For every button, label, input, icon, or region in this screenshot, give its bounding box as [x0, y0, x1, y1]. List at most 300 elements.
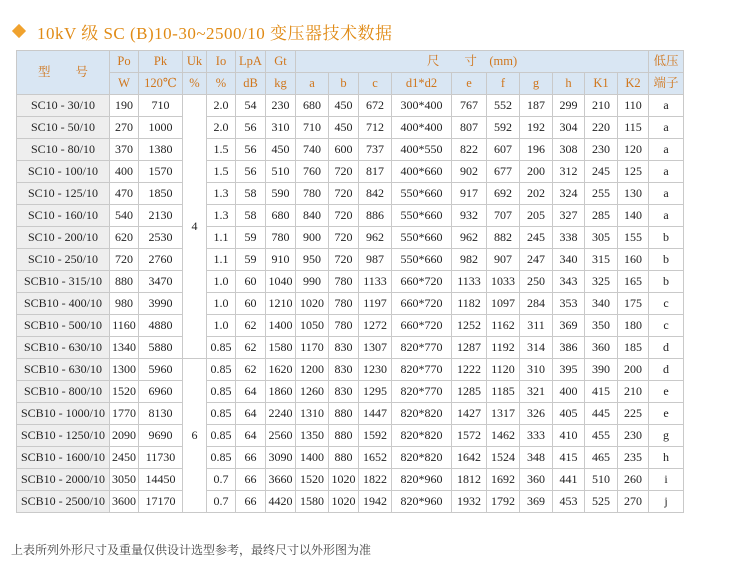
table-cell: 187 — [520, 95, 553, 117]
table-row — [17, 293, 684, 315]
table-cell: 315 — [585, 249, 618, 271]
table-cell: 450 — [329, 117, 359, 139]
table-cell: 445 — [585, 403, 618, 425]
table-cell: 1020 — [296, 293, 329, 315]
cell-model: SC10 - 200/10 — [17, 227, 110, 249]
table-row — [17, 337, 684, 359]
dim-g: g — [520, 73, 553, 95]
table-cell: 1287 — [452, 337, 487, 359]
table-cell: 780 — [329, 293, 359, 315]
dim-e: e — [452, 73, 487, 95]
table-cell: 314 — [520, 337, 553, 359]
table-cell: 255 — [585, 183, 618, 205]
table-cell: 1033 — [487, 271, 520, 293]
table-cell: 886 — [359, 205, 392, 227]
table-cell: 1692 — [487, 469, 520, 491]
table-cell: 245 — [520, 227, 553, 249]
table-cell: 1.1 — [207, 249, 236, 271]
table-cell: 880 — [110, 271, 139, 293]
table-cell: 540 — [110, 205, 139, 227]
table-cell: 1050 — [296, 315, 329, 337]
table-cell: 0.7 — [207, 469, 236, 491]
unit-io: % — [207, 73, 236, 95]
table-cell: 340 — [585, 293, 618, 315]
table-cell: 677 — [487, 161, 520, 183]
table-cell: 1.3 — [207, 183, 236, 205]
table-cell: 882 — [487, 227, 520, 249]
cell-model: SC10 - 80/10 — [17, 139, 110, 161]
table-cell: 1120 — [487, 359, 520, 381]
table-cell: 552 — [487, 95, 520, 117]
table-cell: 196 — [520, 139, 553, 161]
table-cell: 660*720 — [392, 271, 452, 293]
dim-a: a — [296, 73, 329, 95]
table-cell: 225 — [618, 403, 649, 425]
table-cell: 455 — [585, 425, 618, 447]
table-cell: 220 — [585, 117, 618, 139]
table-cell: 250 — [520, 271, 553, 293]
table-cell: 1932 — [452, 491, 487, 513]
table-cell: 842 — [359, 183, 392, 205]
table-cell: 190 — [110, 95, 139, 117]
table-cell: 1.0 — [207, 315, 236, 337]
table-cell: 155 — [618, 227, 649, 249]
table-cell: 311 — [520, 315, 553, 337]
table-cell: 1462 — [487, 425, 520, 447]
table-cell: 3470 — [139, 271, 183, 293]
table-cell: 125 — [618, 161, 649, 183]
table-cell: 910 — [266, 249, 296, 271]
table-cell: 260 — [618, 469, 649, 491]
table-cell: 343 — [553, 271, 585, 293]
table-cell: 58 — [236, 183, 266, 205]
table-cell: 310 — [266, 117, 296, 139]
table-cell: 1097 — [487, 293, 520, 315]
table-cell: 235 — [618, 447, 649, 469]
table-cell: 592 — [487, 117, 520, 139]
table-cell: 4880 — [139, 315, 183, 337]
table-row — [17, 161, 684, 183]
table-cell: 1860 — [266, 381, 296, 403]
table-cell: 369 — [553, 315, 585, 337]
table-cell: 62 — [236, 337, 266, 359]
table-cell: 205 — [520, 205, 553, 227]
header-dimensions: 尺 寸 (mm) — [296, 51, 649, 73]
table-cell: a — [649, 95, 684, 117]
table-cell: 1185 — [487, 381, 520, 403]
table-cell: 710 — [296, 117, 329, 139]
table-cell: 760 — [296, 161, 329, 183]
header-pk: Pk — [139, 51, 183, 73]
table-cell: 1230 — [359, 359, 392, 381]
table-cell: 130 — [618, 183, 649, 205]
table-cell: 140 — [618, 205, 649, 227]
table-cell: 820*820 — [392, 447, 452, 469]
table-cell: 712 — [359, 117, 392, 139]
table-cell: 14450 — [139, 469, 183, 491]
table-body — [17, 95, 684, 513]
table-cell: 680 — [266, 205, 296, 227]
table-cell: 64 — [236, 403, 266, 425]
table-cell: 470 — [110, 183, 139, 205]
table-cell: 2450 — [110, 447, 139, 469]
table-cell: 1133 — [359, 271, 392, 293]
table-cell: a — [649, 205, 684, 227]
table-cell: 1.1 — [207, 227, 236, 249]
header-po: Po — [110, 51, 139, 73]
table-cell: b — [649, 227, 684, 249]
table-cell: 326 — [520, 403, 553, 425]
table-cell: 1652 — [359, 447, 392, 469]
table-cell: b — [649, 249, 684, 271]
cell-uk: 6 — [183, 359, 207, 513]
table-cell: 312 — [553, 161, 585, 183]
table-cell: 550*660 — [392, 205, 452, 227]
table-cell: 780 — [329, 315, 359, 337]
table-cell: 720 — [329, 205, 359, 227]
header-model: 型 号 — [17, 51, 110, 95]
table-cell: 737 — [359, 139, 392, 161]
spec-table — [16, 50, 684, 513]
table-cell: 990 — [296, 271, 329, 293]
table-cell: 62 — [236, 315, 266, 337]
table-cell: 1850 — [139, 183, 183, 205]
table-cell: 962 — [452, 227, 487, 249]
dim-k2: K2 — [618, 73, 649, 95]
unit-pk: 120℃ — [139, 73, 183, 95]
cell-model: SCB10 - 800/10 — [17, 381, 110, 403]
header-uk: Uk — [183, 51, 207, 73]
table-row — [17, 183, 684, 205]
table-cell: 962 — [359, 227, 392, 249]
table-cell: 270 — [110, 117, 139, 139]
table-cell: 0.85 — [207, 403, 236, 425]
table-cell: 390 — [585, 359, 618, 381]
table-cell: 3090 — [266, 447, 296, 469]
table-cell: 1285 — [452, 381, 487, 403]
table-cell: 660*720 — [392, 315, 452, 337]
table-row — [17, 447, 684, 469]
dim-b: b — [329, 73, 359, 95]
table-cell: 54 — [236, 95, 266, 117]
table-cell: 340 — [553, 249, 585, 271]
table-row — [17, 315, 684, 337]
table-cell: 1020 — [329, 491, 359, 513]
table-cell: 1310 — [296, 403, 329, 425]
header-row-top — [17, 51, 684, 73]
table-cell: 210 — [585, 95, 618, 117]
table-cell: 1.5 — [207, 161, 236, 183]
table-cell: 720 — [329, 161, 359, 183]
table-cell: 550*660 — [392, 227, 452, 249]
header-gt: Gt — [266, 51, 296, 73]
table-cell: 1340 — [110, 337, 139, 359]
cell-model: SCB10 - 2000/10 — [17, 469, 110, 491]
table-cell: 1520 — [296, 469, 329, 491]
table-cell: h — [649, 447, 684, 469]
table-cell: 395 — [553, 359, 585, 381]
table-cell: 902 — [452, 161, 487, 183]
title-row — [10, 19, 393, 43]
table-cell: 360 — [585, 337, 618, 359]
table-cell: 1580 — [266, 337, 296, 359]
cell-model: SC10 - 160/10 — [17, 205, 110, 227]
unit-po: W — [110, 73, 139, 95]
table-cell: 415 — [585, 381, 618, 403]
table-cell: 780 — [266, 227, 296, 249]
dim-f: f — [487, 73, 520, 95]
table-cell: 707 — [487, 205, 520, 227]
cell-model: SC10 - 250/10 — [17, 249, 110, 271]
table-cell: 932 — [452, 205, 487, 227]
table-cell: 1447 — [359, 403, 392, 425]
table-cell: 720 — [329, 183, 359, 205]
table-cell: j — [649, 491, 684, 513]
table-cell: 59 — [236, 249, 266, 271]
table-cell: 660*720 — [392, 293, 452, 315]
table-cell: 1300 — [110, 359, 139, 381]
table-cell: 6960 — [139, 381, 183, 403]
table-cell: 880 — [329, 447, 359, 469]
table-cell: 1.0 — [207, 293, 236, 315]
table-cell: 510 — [266, 161, 296, 183]
table-cell: 3600 — [110, 491, 139, 513]
table-cell: 767 — [452, 95, 487, 117]
table-cell: 830 — [329, 381, 359, 403]
page-title: 10kV 级 SC (B)10-30~2500/10 变压器技术数据 — [37, 23, 393, 43]
table-cell: 60 — [236, 271, 266, 293]
cell-model: SC10 - 30/10 — [17, 95, 110, 117]
table-cell: 550*660 — [392, 183, 452, 205]
table-cell: 820*820 — [392, 403, 452, 425]
table-row — [17, 491, 684, 513]
table-cell: 880 — [329, 403, 359, 425]
table-cell: a — [649, 139, 684, 161]
table-cell: 720 — [110, 249, 139, 271]
table-cell: 820*770 — [392, 381, 452, 403]
table-cell: 160 — [618, 249, 649, 271]
table-cell: 1160 — [110, 315, 139, 337]
table-cell: 410 — [553, 425, 585, 447]
table-cell: 2530 — [139, 227, 183, 249]
table-cell: 310 — [520, 359, 553, 381]
cell-model: SCB10 - 630/10 — [17, 359, 110, 381]
table-cell: b — [649, 271, 684, 293]
table-cell: 4420 — [266, 491, 296, 513]
table-cell: 830 — [329, 337, 359, 359]
table-cell: 1.5 — [207, 139, 236, 161]
dim-k1: K1 — [585, 73, 618, 95]
table-cell: 1133 — [452, 271, 487, 293]
table-cell: 8130 — [139, 403, 183, 425]
table-cell: 510 — [585, 469, 618, 491]
table-cell: 353 — [553, 293, 585, 315]
table-cell: 1197 — [359, 293, 392, 315]
table-cell: 950 — [296, 249, 329, 271]
table-cell: 3660 — [266, 469, 296, 491]
table-cell: 1620 — [266, 359, 296, 381]
table-cell: 1400 — [266, 315, 296, 337]
table-row — [17, 381, 684, 403]
table-cell: 982 — [452, 249, 487, 271]
table-cell: 1592 — [359, 425, 392, 447]
table-cell: 672 — [359, 95, 392, 117]
footnote: 上表所列外形尺寸及重量仅供设计选型参考，最终尺寸以外形图为准 — [11, 543, 372, 557]
table-cell: 1770 — [110, 403, 139, 425]
cell-uk: 4 — [183, 95, 207, 359]
table-row — [17, 227, 684, 249]
table-cell: 270 — [618, 491, 649, 513]
table-cell: 1.0 — [207, 271, 236, 293]
table-cell: e — [649, 403, 684, 425]
table-cell: 1307 — [359, 337, 392, 359]
table-cell: 1272 — [359, 315, 392, 337]
table-cell: 2560 — [266, 425, 296, 447]
table-cell: 5960 — [139, 359, 183, 381]
table-cell: 1222 — [452, 359, 487, 381]
table-cell: 820*820 — [392, 425, 452, 447]
table-cell: 58 — [236, 205, 266, 227]
table-cell: 1572 — [452, 425, 487, 447]
cell-model: SCB10 - 315/10 — [17, 271, 110, 293]
table-cell: i — [649, 469, 684, 491]
table-cell: 1162 — [487, 315, 520, 337]
table-row — [17, 403, 684, 425]
table-row — [17, 425, 684, 447]
table-cell: 525 — [585, 491, 618, 513]
table-cell: 2.0 — [207, 95, 236, 117]
table-cell: 59 — [236, 227, 266, 249]
table-cell: 1812 — [452, 469, 487, 491]
table-cell: 1380 — [139, 139, 183, 161]
table-row — [17, 95, 684, 117]
table-cell: 1170 — [296, 337, 329, 359]
table-cell: 1427 — [452, 403, 487, 425]
dim-c: c — [359, 73, 392, 95]
cell-model: SC10 - 50/10 — [17, 117, 110, 139]
table-cell: 1792 — [487, 491, 520, 513]
table-cell: 66 — [236, 491, 266, 513]
table-cell: 247 — [520, 249, 553, 271]
table-cell: d — [649, 359, 684, 381]
table-cell: 987 — [359, 249, 392, 271]
table-cell: 400*660 — [392, 161, 452, 183]
table-cell: 325 — [585, 271, 618, 293]
table-row — [17, 249, 684, 271]
table-cell: 285 — [585, 205, 618, 227]
table-cell: g — [649, 425, 684, 447]
table-cell: 304 — [553, 117, 585, 139]
table-cell: 607 — [487, 139, 520, 161]
table-cell: 62 — [236, 359, 266, 381]
table-cell: 66 — [236, 447, 266, 469]
table-cell: 692 — [487, 183, 520, 205]
table-cell: 1317 — [487, 403, 520, 425]
table-cell: 327 — [553, 205, 585, 227]
table-cell: 0.85 — [207, 381, 236, 403]
table-cell: 120 — [618, 139, 649, 161]
table-row — [17, 359, 684, 381]
dim-h: h — [553, 73, 585, 95]
table-cell: 3990 — [139, 293, 183, 315]
table-cell: 2.0 — [207, 117, 236, 139]
table-cell: 720 — [329, 227, 359, 249]
table-cell: 1020 — [329, 469, 359, 491]
table-cell: 230 — [585, 139, 618, 161]
table-cell: 1210 — [266, 293, 296, 315]
table-cell: 0.85 — [207, 359, 236, 381]
table-cell: 321 — [520, 381, 553, 403]
table-cell: 817 — [359, 161, 392, 183]
table-cell: 64 — [236, 381, 266, 403]
table-cell: 1350 — [296, 425, 329, 447]
header-row-units — [17, 73, 684, 95]
table-cell: 64 — [236, 425, 266, 447]
table-cell: 1295 — [359, 381, 392, 403]
table-cell: 405 — [553, 403, 585, 425]
table-cell: 830 — [329, 359, 359, 381]
table-cell: 780 — [296, 183, 329, 205]
table-cell: 230 — [266, 95, 296, 117]
cell-model: SC10 - 125/10 — [17, 183, 110, 205]
table-cell: 1040 — [266, 271, 296, 293]
cell-model: SCB10 - 1600/10 — [17, 447, 110, 469]
table-cell: 1400 — [296, 447, 329, 469]
table-cell: 1260 — [296, 381, 329, 403]
table-cell: 350 — [585, 315, 618, 337]
table-cell: 175 — [618, 293, 649, 315]
table-cell: 200 — [520, 161, 553, 183]
table-cell: 1822 — [359, 469, 392, 491]
table-cell: 820*960 — [392, 491, 452, 513]
unit-uk: % — [183, 73, 207, 95]
table-cell: 5880 — [139, 337, 183, 359]
table-row — [17, 469, 684, 491]
table-cell: 0.7 — [207, 491, 236, 513]
table-cell: 441 — [553, 469, 585, 491]
table-cell: 415 — [553, 447, 585, 469]
table-cell: 2090 — [110, 425, 139, 447]
table-cell: 900 — [296, 227, 329, 249]
table-cell: 348 — [520, 447, 553, 469]
table-cell: 400 — [553, 381, 585, 403]
cell-model: SCB10 - 400/10 — [17, 293, 110, 315]
table-cell: 453 — [553, 491, 585, 513]
table-cell: 400 — [110, 161, 139, 183]
table-cell: 360 — [520, 469, 553, 491]
table-cell: c — [649, 293, 684, 315]
table-cell: 1200 — [296, 359, 329, 381]
header-low-voltage-2: 端子 — [649, 73, 684, 95]
table-cell: 450 — [329, 95, 359, 117]
table-cell: 165 — [618, 271, 649, 293]
table-cell: 840 — [296, 205, 329, 227]
table-cell: 1642 — [452, 447, 487, 469]
dim-d1d2: d1*d2 — [392, 73, 452, 95]
table-cell: 115 — [618, 117, 649, 139]
cell-model: SCB10 - 500/10 — [17, 315, 110, 337]
table-cell: 1252 — [452, 315, 487, 337]
table-cell: 450 — [266, 139, 296, 161]
table-row — [17, 117, 684, 139]
table-cell: 807 — [452, 117, 487, 139]
table-cell: 324 — [553, 183, 585, 205]
cell-model: SC10 - 100/10 — [17, 161, 110, 183]
table-cell: 284 — [520, 293, 553, 315]
table-cell: 1192 — [487, 337, 520, 359]
table-cell: 17170 — [139, 491, 183, 513]
table-cell: 56 — [236, 117, 266, 139]
